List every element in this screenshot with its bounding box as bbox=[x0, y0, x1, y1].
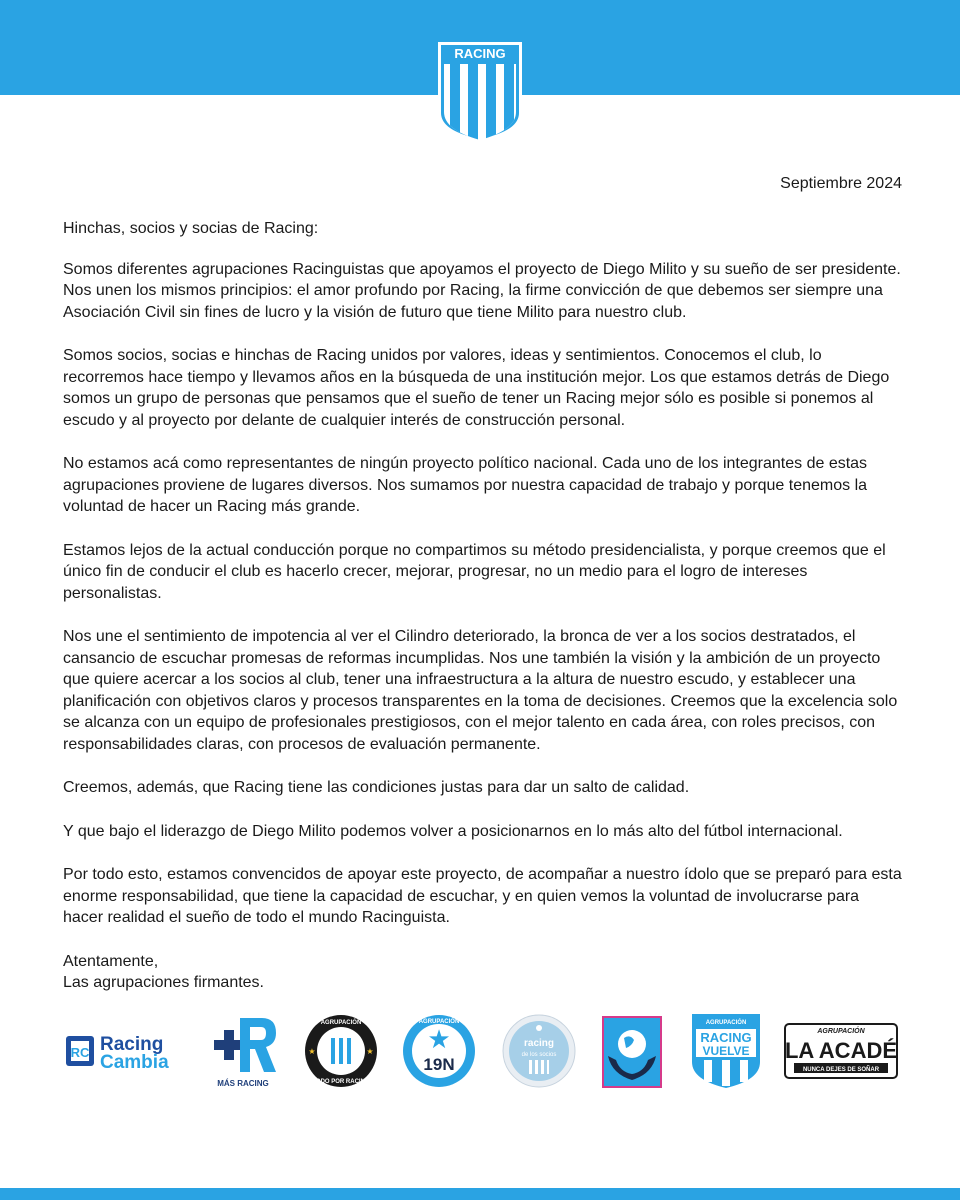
svg-text:Racing: Racing bbox=[100, 1034, 164, 1055]
mas-racing-logo bbox=[210, 1016, 280, 1088]
svg-text:RACING: RACING bbox=[700, 1030, 752, 1045]
hands-globe-logo bbox=[602, 1016, 662, 1088]
footer-band bbox=[0, 1188, 960, 1200]
racing-crest-logo bbox=[436, 40, 524, 142]
svg-text:TODO POR RACING: TODO POR RACING bbox=[312, 1079, 370, 1085]
letter-paragraph: Nos une el sentimiento de impotencia al ver el Cilindro deteriorado, la bronca de ver a los socios destratados, el cansancio de escuchar promesas de reformas incumplidas. Nos une también la visión y la ambición de un proyecto que quiere acercar a los socios al club, tener una infraestructura a la altura de nuestro escudo, y establecer una planificación con objetivos claros y procesos transparentes en la toma de decisiones. Creemos que la excelencia solo se alcanza con un equipo de profesionales prestigiosos, con el mejor talento en cada área, con roles precisos, con responsabilidades claras, con procesos de evaluación permanente. bbox=[63, 628, 898, 753]
letter-paragraph: Estamos lejos de la actual conducción porque no compartimos su método presidencialista, y porque creemos que el único fin de conducir el club es hacerlo crecer, mejorar, progresar, no un medio para el logro de intereses personalistas. bbox=[63, 541, 886, 602]
svg-text:RC: RC bbox=[70, 1045, 90, 1060]
svg-text:AGRUPACIÓN: AGRUPACIÓN bbox=[817, 1028, 865, 1035]
svg-text:★: ★ bbox=[427, 1024, 451, 1054]
racing-vuelve-logo bbox=[688, 1012, 764, 1090]
svg-text:MÁS RACING: MÁS RACING bbox=[217, 1079, 269, 1088]
svg-text:NUNCA DEJES DE SOÑAR: NUNCA DEJES DE SOÑAR bbox=[802, 1067, 880, 1073]
letter-paragraph: Somos socios, socias e hinchas de Racing unidos por valores, ideas y sentimientos. Conocemos el club, lo recorremos hace tiempo y llevamos años en la búsqueda de una institución mejor. Los que estamos detrás de Diego somos un grupo de personas que pensamos que el sueño de tener un Racing mejor sólo es posible si ponemos al escudo y al proyecto por delante de cualquier interés de construcción personal. bbox=[63, 347, 890, 429]
svg-text:AGRUPACIÓN: AGRUPACIÓN bbox=[320, 1020, 362, 1026]
letter-paragraph: Y que bajo el liderazgo de Diego Milito podemos volver a posicionarnos en lo más alto del fútbol internacional. bbox=[63, 822, 843, 840]
svg-text:19N: 19N bbox=[423, 1055, 455, 1074]
svg-text:AGRUPACIÓN: AGRUPACIÓN bbox=[705, 1020, 747, 1026]
letter-signature: Las agrupaciones firmantes. bbox=[63, 974, 264, 991]
letter-closing: Atentamente, bbox=[63, 952, 159, 970]
svg-text:VUELVE: VUELVE bbox=[702, 1044, 750, 1058]
letter-paragraph: Creemos, además, que Racing tiene las condiciones justas para dar un salto de calidad. bbox=[63, 779, 690, 796]
todo-por-racing-logo bbox=[304, 1014, 378, 1088]
svg-text:AGRUPACIÓN: AGRUPACIÓN bbox=[418, 1019, 460, 1025]
racing-cambia-logo bbox=[64, 1030, 188, 1074]
svg-text:Cambia: Cambia bbox=[100, 1052, 169, 1073]
letter-paragraph: Por todo esto, estamos convencidos de apoyar este proyecto, de acompañar a nuestro ídolo que se preparó para esta enorme responsabilidad, que tiene la capacidad de escuchar, y en quien vemos la voluntad de involucrarse para hacer realidad el sueño de todo el mundo Racinguista. bbox=[63, 866, 902, 926]
svg-text:LA ACADÉ: LA ACADÉ bbox=[784, 1038, 898, 1063]
svg-text:★: ★ bbox=[308, 1047, 316, 1056]
diecinueve-n-logo bbox=[402, 1014, 476, 1088]
letter-date: Septiembre 2024 bbox=[780, 175, 902, 192]
la-acade-logo bbox=[784, 1020, 898, 1080]
racing-de-los-socios-logo bbox=[502, 1014, 576, 1088]
crest-text: RACING bbox=[454, 46, 506, 61]
letter-paragraph: No estamos acá como representantes de ningún proyecto político nacional. Cada uno de los integrantes de estas agrupaciones proviene de lugares diversos. Nos sumamos por nuestra capacidad de trabajo y porque tenemos la voluntad de hacer un Racing más grande. bbox=[63, 455, 868, 515]
svg-text:racing: racing bbox=[523, 1038, 555, 1049]
letter-greeting: Hinchas, socios y socias de Racing: bbox=[63, 220, 319, 237]
letter-paragraph: Somos diferentes agrupaciones Racinguistas que apoyamos el proyecto de Diego Milito y su sueño de ser presidente. Nos unen los mismos principios: el amor profundo por Racing, la firme convicción de que debemos ser siempre una Asociación Civil sin fines de lucro y la visión de futuro que tiene Milito para nuestro club. bbox=[63, 260, 901, 321]
letter-body bbox=[63, 218, 903, 994]
svg-text:de los socios: de los socios bbox=[521, 1052, 557, 1058]
svg-text:★: ★ bbox=[366, 1047, 374, 1056]
group-logos-row bbox=[60, 1010, 910, 1095]
